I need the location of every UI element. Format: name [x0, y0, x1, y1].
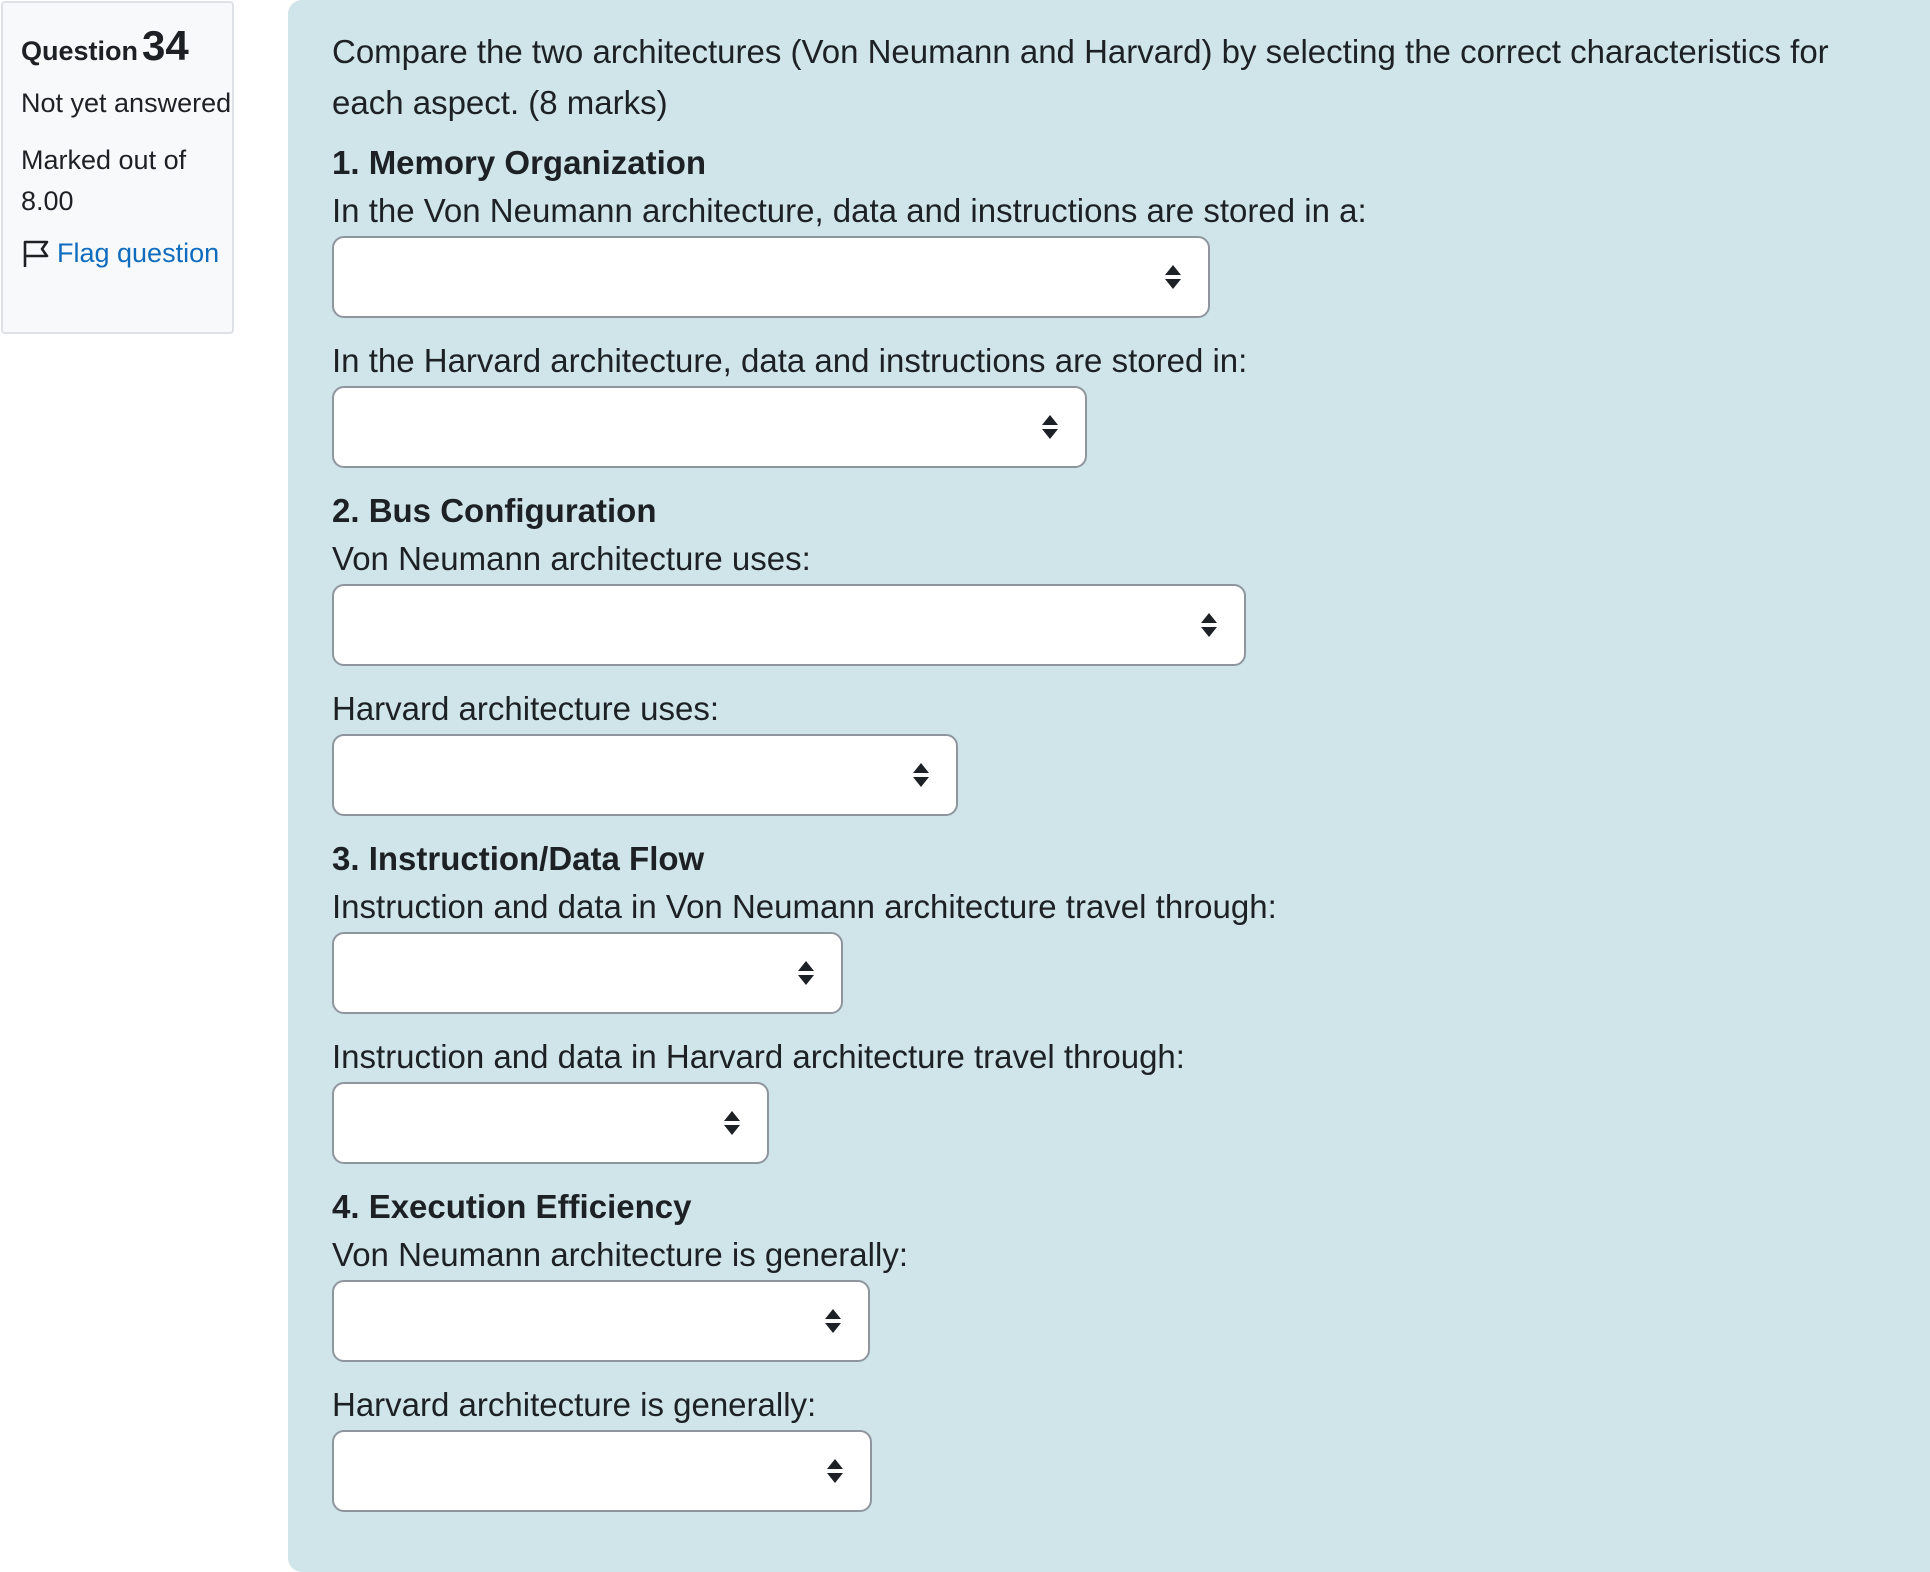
section-title: 3. Instruction/Data Flow	[332, 840, 705, 877]
von-neumann-flow-select[interactable]	[332, 932, 843, 1014]
harvard-flow-select[interactable]	[332, 1082, 769, 1164]
select-arrows-icon	[912, 762, 930, 788]
von-neumann-memory-label: In the Von Neumann architecture, data and instructions are stored in a:	[332, 192, 1367, 229]
select-arrows-icon	[1164, 264, 1182, 290]
flag-question-link[interactable]	[21, 238, 232, 269]
harvard-efficiency-select[interactable]	[332, 1430, 872, 1512]
section-title: 1. Memory Organization	[332, 144, 707, 181]
von-neumann-flow-label: Instruction and data in Von Neumann architecture travel through:	[332, 888, 1277, 925]
select-arrows-icon	[1200, 612, 1218, 638]
harvard-flow-label: Instruction and data in Harvard architecture travel through:	[332, 1038, 1185, 1075]
question-state: Not yet answered	[21, 88, 232, 119]
select-arrows-icon	[1041, 414, 1059, 440]
harvard-memory-select[interactable]	[332, 386, 1087, 468]
flag-icon	[21, 239, 51, 269]
question-info-panel	[1, 1, 234, 334]
select-arrows-icon	[723, 1110, 741, 1136]
select-arrows-icon	[824, 1308, 842, 1334]
section-title: 2. Bus Configuration	[332, 492, 657, 529]
von-neumann-efficiency-label: Von Neumann architecture is generally:	[332, 1236, 908, 1273]
flag-question-label[interactable]: Flag question	[57, 238, 220, 269]
harvard-bus-label: Harvard architecture uses:	[332, 690, 719, 727]
question-label: Question	[21, 36, 139, 66]
von-neumann-bus-select[interactable]	[332, 584, 1246, 666]
question-prompt: Compare the two architectures (Von Neumann and Harvard) by selecting the correct characteristics for each aspect. (8 marks)	[332, 33, 1829, 121]
harvard-memory-label: In the Harvard architecture, data and instructions are stored in:	[332, 342, 1248, 379]
section-memory-organization	[332, 142, 1886, 468]
harvard-efficiency-label: Harvard architecture is generally:	[332, 1386, 817, 1423]
section-instruction-data-flow	[332, 838, 1886, 1164]
question-number-value: 34	[142, 22, 189, 69]
question-number	[21, 21, 232, 71]
section-bus-configuration	[332, 490, 1886, 816]
section-title: 4. Execution Efficiency	[332, 1188, 692, 1225]
section-execution-efficiency	[332, 1186, 1886, 1512]
question-grade: Marked out of 8.00	[21, 145, 187, 217]
von-neumann-efficiency-select[interactable]	[332, 1280, 870, 1362]
von-neumann-memory-select[interactable]	[332, 236, 1210, 318]
von-neumann-bus-label: Von Neumann architecture uses:	[332, 540, 811, 577]
question-content	[288, 0, 1930, 1572]
select-arrows-icon	[797, 960, 815, 986]
harvard-bus-select[interactable]	[332, 734, 958, 816]
select-arrows-icon	[826, 1458, 844, 1484]
